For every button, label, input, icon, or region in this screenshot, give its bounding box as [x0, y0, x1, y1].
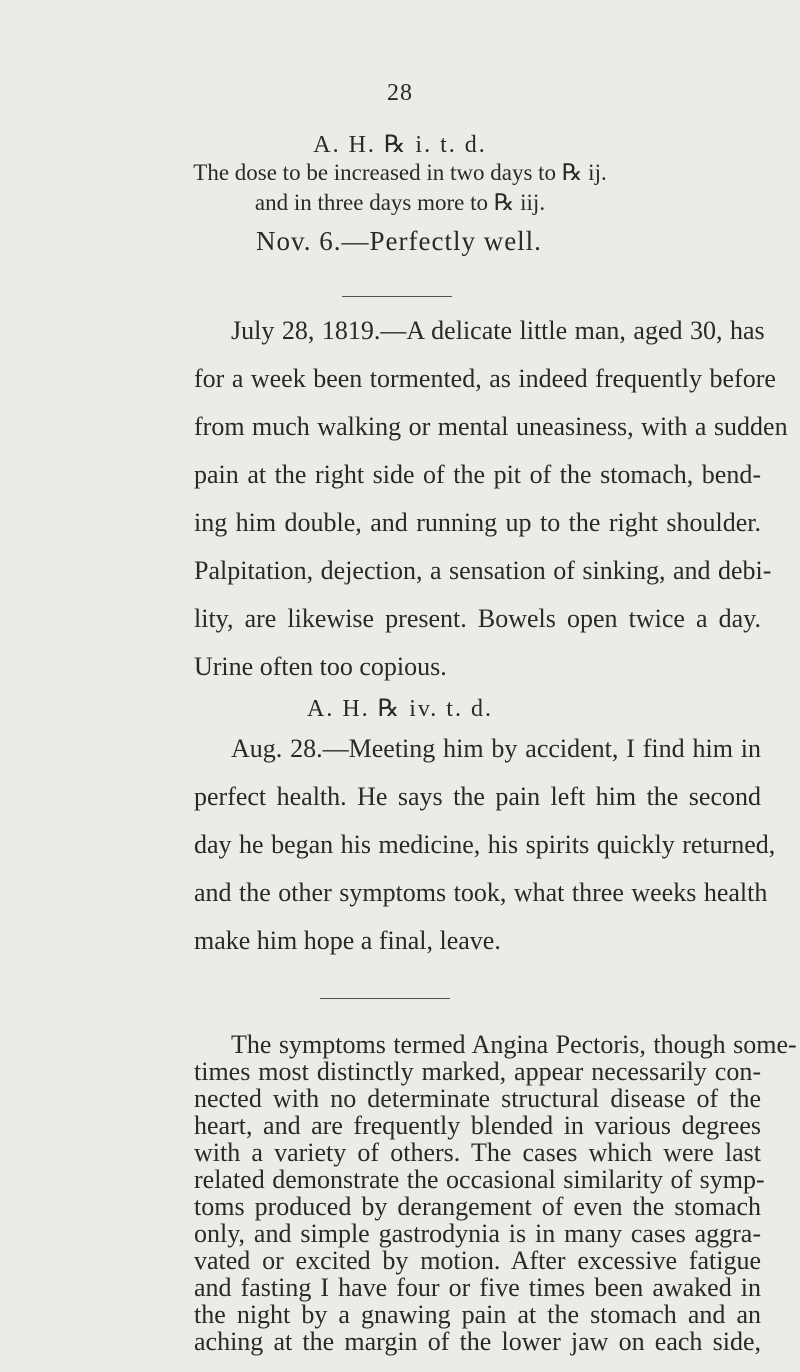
discussion-text-line: aching at the margin of the lower jaw on each side, — [194, 1327, 761, 1356]
case-text-line: July 28, 1819.—A delicate little man, aged 30, has — [231, 316, 765, 345]
case-text-line: lity, are likewise present. Bowels open twice a day. — [194, 604, 761, 633]
discussion-text-line: with a variety of others. The cases which were last — [194, 1138, 761, 1167]
discussion-text-line: toms produced by derangement of even the stomach — [194, 1192, 761, 1221]
discussion-text-line: the night by a gnawing pain at the stomach and an — [194, 1300, 761, 1329]
section-divider — [342, 296, 452, 297]
aug-entry-line: Aug. 28.—Meeting him by accident, I find him in — [231, 734, 761, 763]
discussion-text-line: nected with no determinate structural disease of the — [194, 1084, 761, 1113]
aug-entry-line: day he began his medicine, his spirits quickly returned, — [194, 830, 776, 859]
nov-entry: Nov. 6.—Perfectly well. — [256, 226, 542, 256]
discussion-text-line: only, and simple gastrodynia is in many cases aggra- — [194, 1219, 761, 1248]
case-text-line: Palpitation, dejection, a sensation of sinking, and debi- — [194, 556, 772, 585]
case-text-line: pain at the right side of the pit of the stomach, bend- — [194, 460, 761, 489]
dose-instruction-line: and in three days more to ℞ iij. — [254, 190, 546, 215]
discussion-text-line: The symptoms termed Angina Pectoris, though some- — [231, 1030, 797, 1059]
discussion-text-line: times most distinctly marked, appear necessarily con- — [194, 1057, 761, 1086]
section-divider — [320, 998, 450, 999]
dose-instruction-line: The dose to be increased in two days to ℞ ij. — [193, 160, 607, 185]
discussion-text-line: related demonstrate the occasional similarity of symp- — [194, 1165, 765, 1194]
discussion-text-line: vated or excited by motion. After excessive fatigue — [194, 1246, 761, 1275]
case-text-line: Urine often too copious. — [194, 652, 447, 681]
page-number: 28 — [387, 80, 413, 106]
prescription-line: A. H. ℞ i. t. d. — [313, 132, 487, 158]
prescription-line: A. H. ℞ iv. t. d. — [307, 696, 493, 722]
case-text-line: from much walking or mental uneasiness, with a sudden — [194, 412, 788, 441]
aug-entry-line: perfect health. He says the pain left him the second — [194, 782, 761, 811]
aug-entry-line: make him hope a final, leave. — [194, 926, 501, 955]
aug-entry-line: and the other symptoms took, what three weeks health — [194, 878, 768, 907]
discussion-text-line: heart, and are frequently blended in various degrees — [194, 1111, 761, 1140]
case-text-line: ing him double, and running up to the right shoulder. — [194, 508, 761, 537]
case-text-line: for a week been tormented, as indeed frequently before — [194, 364, 776, 393]
discussion-text-line: and fasting I have four or five times been awaked in — [194, 1273, 761, 1302]
